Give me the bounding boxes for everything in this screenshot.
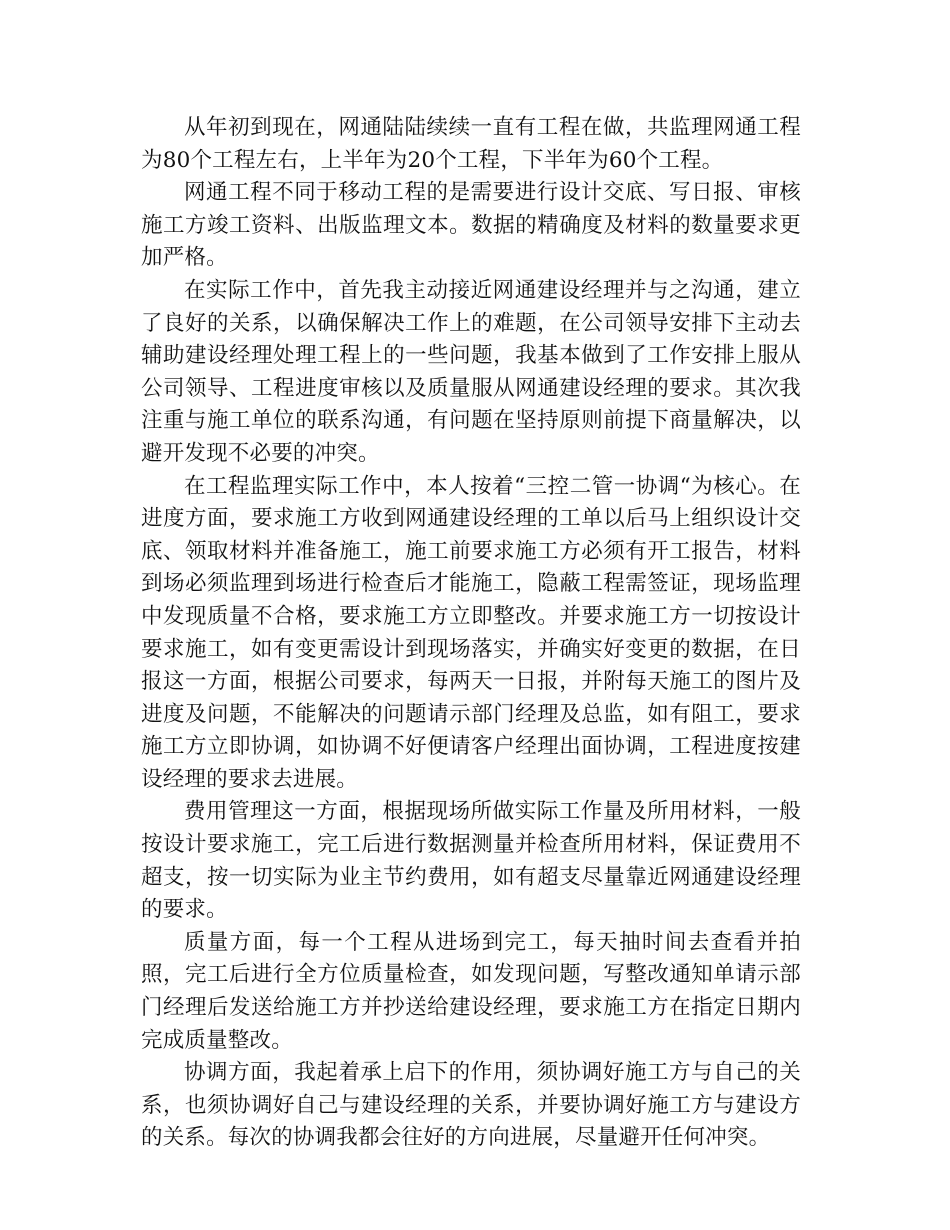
paragraph-7: 协调方面，我起着承上启下的作用，须协调好施工方与自己的关系，也须协调好自己与建设经理的关系，并要协调好施工方与建设方的关系。每次的协调我都会往好的方向进展，尽量避开任何冲突。 (141, 1060, 801, 1151)
paragraph-3: 在实际工作中，首先我主动接近网通建设经理并与之沟通，建立了良好的关系，以确保解决工作上的难题，在公司领导安排下主动去辅助建设经理处理工程上的一些问题，我基本做到了工作安排上服从公司领导、工程进度审核以及质量服从网通建设经理的要求。其次我注重与施工单位的联系沟通，有问题在坚持原则前提下商量解决，以避开发现不必要的冲突。 (141, 277, 801, 466)
paragraph-1: 从年初到现在，网通陆陆续续一直有工程在做，共监理网通工程为80个工程左右，上半年为20个工程，下半年为60个工程。 (141, 115, 801, 173)
paragraph-5: 费用管理这一方面，根据现场所做实际工作量及所用材料，一般按设计要求施工，完工后进行数据测量并检查所用材料，保证费用不超支，按一切实际为业主节约费用，如有超支尽量靠近网通建设经理的要求。 (141, 799, 801, 923)
paragraph-4: 在工程监理实际工作中，本人按着“三控二管一协调“为核心。在进度方面，要求施工方收到网通建设经理的工单以后马上组织设计交底、领取材料并准备施工，施工前要求施工方必须有开工报告，材料到场必须监理到场进行检查后才能施工，隐蔽工程需签证，现场监理中发现质量不合格，要求施工方立即整改。并要求施工方一切按设计要求施工，如有变更需设计到现场落实，并确实好变更的数据，在日报这一方面，根据公司要求，每两天一日报，并附每天施工的图片及进度及问题，不能解决的问题请示部门经理及总监，如有阻工，要求施工方立即协调，如协调不好便请客户经理出面协调，工程进度按建设经理的要求去进展。 (141, 473, 801, 792)
document-body (141, 112, 801, 1155)
paragraph-6: 质量方面，每一个工程从进场到完工，每天抽时间去查看并拍照，完工后进行全方位质量检查，如发现问题，写整改通知单请示部门经理后发送给施工方并抄送给建设经理，要求施工方在指定日期内完成质量整改。 (141, 929, 801, 1053)
paragraph-2: 网通工程不同于移动工程的是需要进行设计交底、写日报、审核施工方竣工资料、出版监理文本。数据的精确度及材料的数量要求更加严格。 (141, 180, 801, 271)
